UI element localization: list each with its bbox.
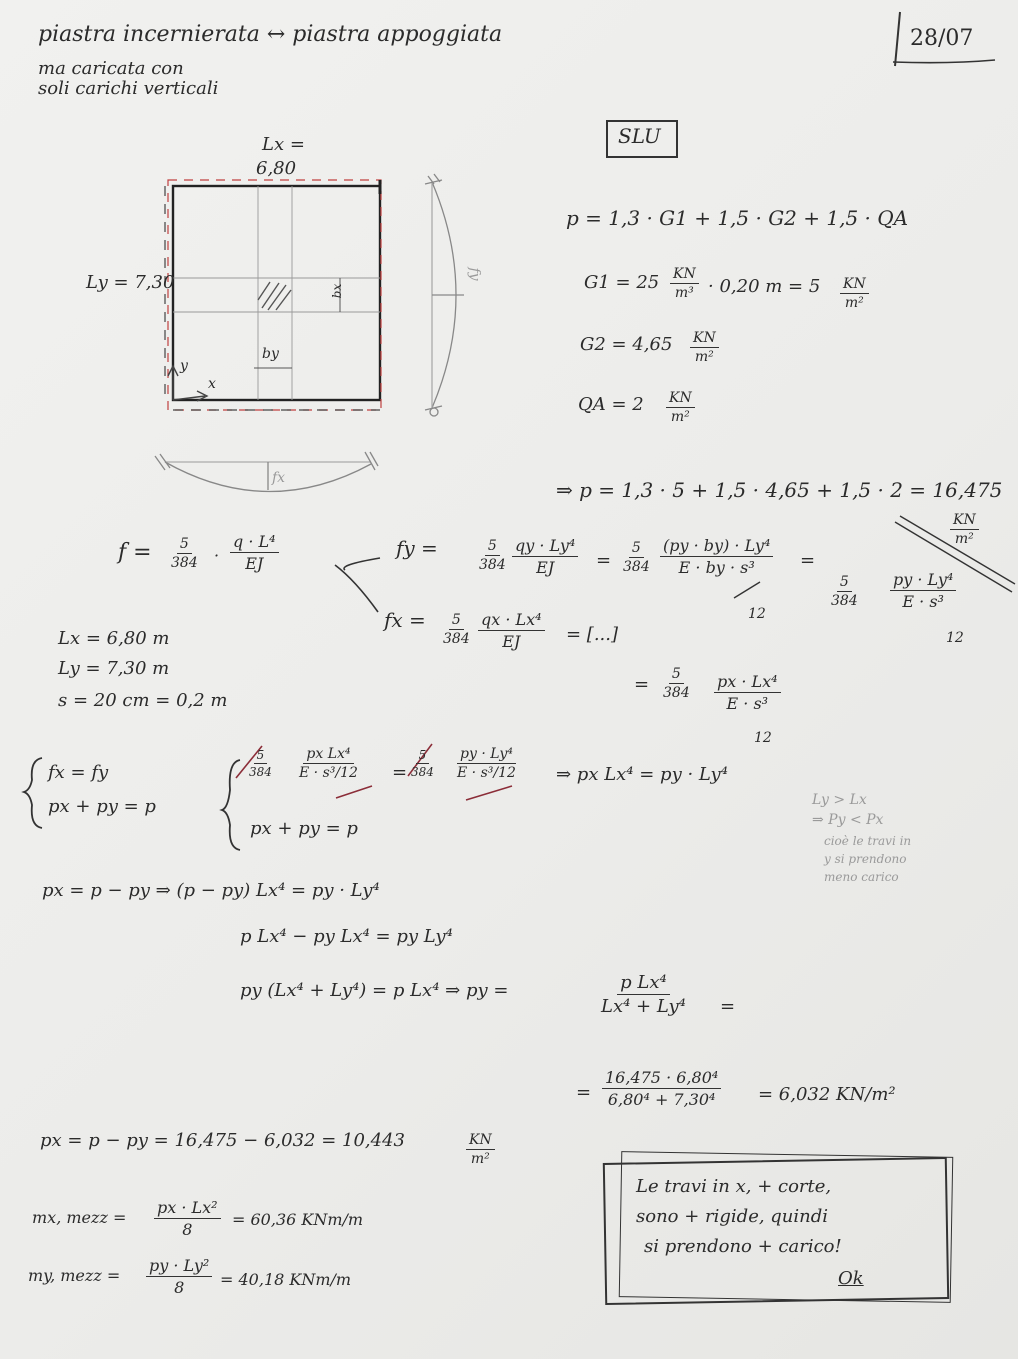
side-note-4: y si prendono bbox=[824, 852, 907, 866]
fy-lhs: fy = bbox=[396, 536, 438, 560]
note-line-2: sono + rigide, quindi bbox=[636, 1206, 829, 1227]
system-eq-2b: px + py = p bbox=[250, 818, 358, 839]
note-ok: Ok bbox=[838, 1268, 864, 1289]
fx-label: fx bbox=[272, 470, 286, 486]
fx-lhs: fx = bbox=[384, 608, 426, 632]
fx2-twelve: 12 bbox=[754, 730, 772, 746]
g1-result-unit: $\frac{KN}{\text{m²}}$ bbox=[840, 276, 869, 311]
by-label: by bbox=[262, 346, 279, 362]
side-note-3: cioè le travi in bbox=[824, 834, 912, 848]
beam-x-sketch bbox=[155, 452, 378, 492]
x-axis-label: x bbox=[208, 376, 216, 392]
p-formula: p = 1,3 · G1 + 1,5 · G2 + 1,5 · QA bbox=[566, 206, 909, 230]
side-note-2: ⇒ Py < Px bbox=[812, 812, 884, 828]
my-lhs: my, mezz = bbox=[28, 1266, 121, 1285]
system-result: ⇒ px Lx⁴ = py · Ly⁴ bbox=[556, 764, 728, 785]
title-line-3: soli carichi verticali bbox=[38, 78, 219, 99]
system-equals: = bbox=[392, 762, 408, 783]
fx-tail: = [...] bbox=[566, 624, 619, 645]
date-label: 28/07 bbox=[910, 26, 974, 51]
py-numeric-fraction: $\frac{\text{16,475 · 6,80⁴}}{\text{6,80⁴ + 7,30⁴}}$ bbox=[602, 1068, 721, 1109]
fy2-equals: = bbox=[800, 550, 816, 571]
fx2-coefficient: $\frac{5}{384}$ bbox=[663, 666, 690, 701]
f-dot: · bbox=[214, 546, 220, 565]
data-s: s = 20 cm = 0,2 m bbox=[58, 690, 228, 711]
qa-unit: $\frac{KN}{\text{m²}}$ bbox=[666, 390, 695, 425]
side-note-1: Ly > Lx bbox=[812, 792, 867, 808]
system-right-coefficient: $\frac{5}{384}$ bbox=[411, 748, 434, 779]
ly-label: Ly = 7,30 bbox=[86, 272, 175, 293]
py-result: = 6,032 KN/m² bbox=[758, 1084, 896, 1105]
p-result: ⇒ p = 1,3 · 5 + 1,5 · 4,65 + 1,5 · 2 = 16,475 bbox=[556, 478, 1003, 502]
g1-unit: $\frac{KN}{\text{m³}}$ bbox=[670, 266, 699, 301]
fy-fraction: $\frac{\text{qy · Ly⁴}}{EJ}$ bbox=[512, 536, 578, 577]
fy-equals: = bbox=[596, 550, 612, 571]
derivation-4-equals: = bbox=[576, 1082, 592, 1103]
note-line-1: Le travi in x, + corte, bbox=[636, 1176, 832, 1197]
f-lhs: f = bbox=[118, 540, 152, 565]
fy-label: fy bbox=[466, 267, 483, 281]
title-line-2: ma caricata con bbox=[38, 58, 184, 79]
mx-fraction: $\frac{\text{px · Lx²}}{8}$ bbox=[154, 1198, 221, 1239]
py-fraction: $\frac{\text{p Lx⁴}}{\text{Lx⁴ + Ly⁴}}$ bbox=[601, 972, 686, 1017]
system-left-fraction: $\frac{\text{px Lx⁴}}{\text{E · s³/12}}$ bbox=[299, 746, 358, 781]
bx-label: bx bbox=[330, 283, 345, 299]
fx-fraction: $\frac{\text{qx · Lx⁴}}{EJ}$ bbox=[478, 610, 545, 651]
derivation-1: px = p − py ⇒ (p − py) Lx⁴ = py · Ly⁴ bbox=[42, 880, 380, 901]
struck-by: by bbox=[705, 558, 725, 577]
qa-lhs: QA = 2 bbox=[578, 394, 644, 415]
my-result: = 40,18 KNm/m bbox=[220, 1270, 352, 1289]
fy3-twelve: 12 bbox=[946, 630, 964, 646]
f-coefficient: $\frac{5}{384}$ bbox=[171, 536, 198, 571]
fy-coefficient: $\frac{5}{384}$ bbox=[479, 538, 506, 573]
f-fraction: $\frac{\text{q · L⁴}}{EJ}$ bbox=[230, 532, 279, 573]
y-axis-label: y bbox=[180, 358, 188, 374]
data-lx: Lx = 6,80 m bbox=[58, 628, 170, 649]
p-result-unit: $\frac{KN}{\text{m²}}$ bbox=[950, 512, 979, 547]
fx-coefficient: $\frac{5}{384}$ bbox=[443, 612, 470, 647]
fx2-fraction: $\frac{\text{px · Lx⁴}}{\text{E · s³}}$ bbox=[714, 672, 781, 713]
side-note-5: meno carico bbox=[824, 870, 899, 884]
mx-result: = 60,36 KNm/m bbox=[232, 1210, 364, 1229]
px-unit: $\frac{KN}{\text{m²}}$ bbox=[466, 1132, 495, 1167]
lx-value: 6,80 bbox=[256, 158, 297, 179]
fy3-coefficient: $\frac{5}{384}$ bbox=[831, 574, 858, 609]
g1-mid: · 0,20 m = 5 bbox=[708, 276, 821, 297]
derivation-2: p Lx⁴ − py Lx⁴ = py Ly⁴ bbox=[240, 926, 453, 947]
slu-label: SLU bbox=[618, 124, 661, 148]
system-left-coefficient: $\frac{5}{384}$ bbox=[249, 748, 272, 779]
data-ly: Ly = 7,30 m bbox=[58, 658, 170, 679]
g2-lhs: G2 = 4,65 bbox=[580, 334, 673, 355]
note-box-outer bbox=[619, 1151, 953, 1303]
derivation-3: py (Lx⁴ + Ly⁴) = p Lx⁴ ⇒ py = bbox=[240, 980, 509, 1001]
fx2-equals: = bbox=[634, 674, 650, 695]
my-fraction: $\frac{\text{py · Ly²}}{8}$ bbox=[146, 1256, 212, 1297]
fy2-fraction: $\frac{\text{(py · by) · Ly⁴}}{\text{E · by · s³}}$ bbox=[660, 536, 773, 577]
system-right-fraction: $\frac{\text{py · Ly⁴}}{\text{E · s³/12}}$ bbox=[457, 746, 516, 781]
g2-unit: $\frac{KN}{\text{m²}}$ bbox=[690, 330, 719, 365]
system-eq-2: px + py = p bbox=[48, 796, 156, 817]
px-line: px = p − py = 16,475 − 6,032 = 10,443 bbox=[40, 1130, 406, 1151]
fy2-coefficient: $\frac{5}{384}$ bbox=[623, 540, 650, 575]
system-eq-1: fx = fy bbox=[48, 762, 109, 783]
title-line-1: piastra incernierata ↔ piastra appoggiata bbox=[38, 22, 503, 47]
fy3-fraction: $\frac{\text{py · Ly⁴}}{\text{E · s³}}$ bbox=[890, 570, 956, 611]
mx-lhs: mx, mezz = bbox=[32, 1208, 127, 1227]
py-equals: = bbox=[720, 996, 736, 1017]
plate-diagram bbox=[165, 180, 381, 410]
fy2-twelve: 12 bbox=[748, 606, 766, 622]
g1-lhs: G1 = 25 bbox=[584, 272, 660, 293]
lx-label: Lx = bbox=[262, 134, 305, 155]
beam-y-sketch bbox=[425, 174, 464, 416]
note-line-3: si prendono + carico! bbox=[644, 1236, 842, 1257]
